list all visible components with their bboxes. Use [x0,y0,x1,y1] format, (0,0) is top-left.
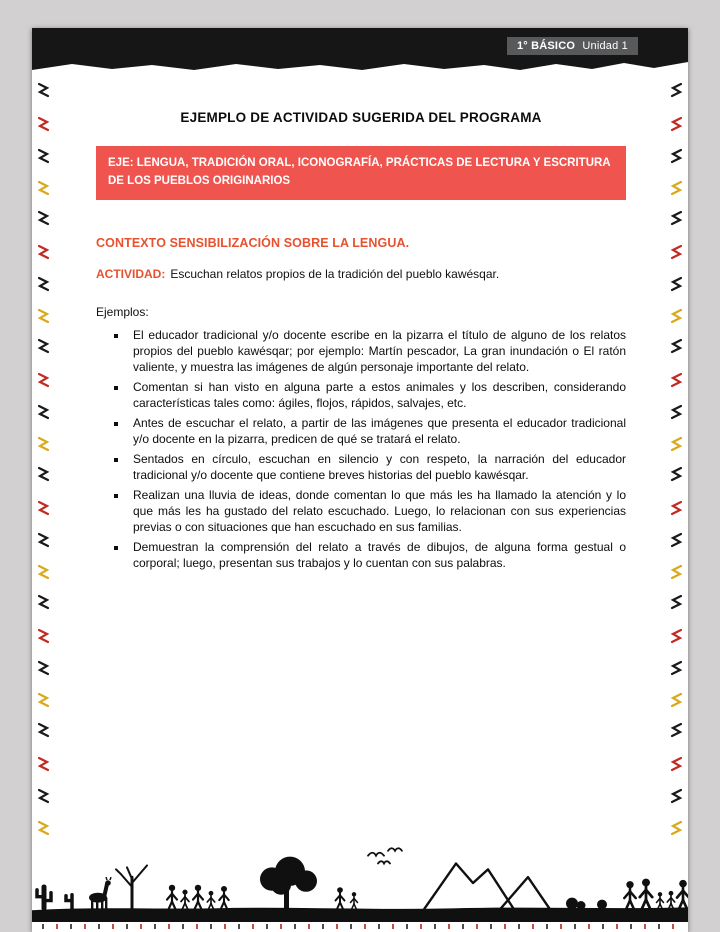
example-item: ▪ Comentan si han visto en alguna parte a estos animales y los describen, considerando características tales como: ágiles, flojos, rápidos, salvajes, etc. [128,379,626,412]
eje-banner: EJE: LENGUA, TRADICIÓN ORAL, ICONOGRAFÍA, PRÁCTICAS DE LECTURA Y ESCRITURA DE LOS PUEBLOS ORIGINARIOS [96,146,626,200]
activity-text: Escuchan relatos propios de la tradición del pueblo kawésqar. [170,266,500,281]
unit-badge [507,37,638,55]
document-page [32,28,688,932]
example-item: ▪ El educador tradicional y/o docente escribe en la pizarra el título de alguno de los relatos propios del pueblo kawésqar; por ejemplo: Martín pescador, La gran inundación o El ratón valiente, y muestra las imágenes de algún personaje importante del relato. [128,327,626,376]
example-item: ▪ Demuestran la comprensión del relato a través de dibujos, de alguna forma gestual o corporal; luego, presentan sus trabajos y lo cuentan con sus palabras. [128,539,626,572]
example-item: ▪ Sentados en círculo, escuchan en silencio y con respeto, la narración del educador tradicional y/o docente que contiene breves historias del pueblo kawésqar. [128,451,626,484]
main-content [96,28,626,575]
examples-list [96,327,626,572]
right-border-zigzag-icon [669,80,685,840]
context-heading: CONTEXTO SENSIBILIZACIÓN SOBRE LA LENGUA. [96,235,410,250]
example-item: ▪ Realizan una lluvia de ideas, donde comentan lo que más les ha llamado la atención y lo que más les ha gustado del relato escuchado. Luego, lo relacionan con sus experiencias previas o con situaciones que han escuchado en sus familias. [128,487,626,536]
page-title: EJEMPLO DE ACTIVIDAD SUGERIDA DEL PROGRAMA [180,110,542,125]
example-item: ▪ Antes de escuchar el relato, a partir de las imágenes que presenta el educador tradicional y/o docente en la pizarra, predicen de qué se tratará el relato. [128,415,626,448]
bottom-ticks-pattern-icon [42,924,678,929]
unit-badge-unit: Unidad 1 [582,40,628,52]
activity-line [96,266,626,283]
examples-label: Ejemplos: [96,304,149,319]
unit-badge-grade: 1° BÁSICO [516,40,576,52]
activity-label: ACTIVIDAD: [96,266,166,281]
left-border-zigzag-icon [35,80,51,840]
landscape-silhouette-icon [32,844,688,922]
footer-silhouette-illustration [32,844,688,922]
